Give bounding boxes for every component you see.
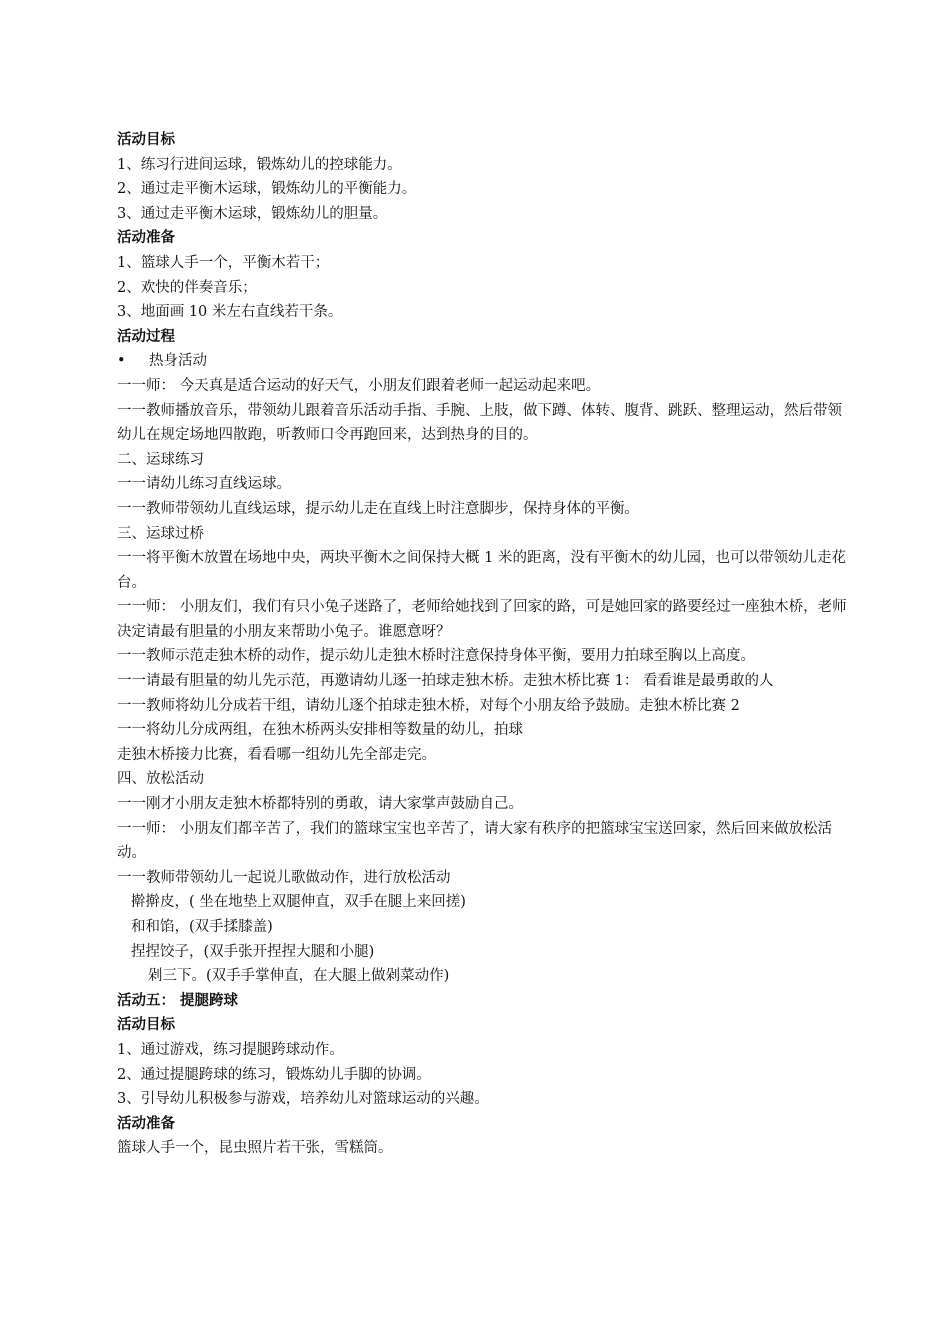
- section-heading: 活动准备: [117, 1115, 175, 1132]
- paragraph: 1、练习行进间运球，锻炼幼儿的控球能力。: [117, 156, 402, 173]
- paragraph: 走独木桥接力比赛，看看哪一组幼儿先全部走完。: [117, 746, 436, 763]
- paragraph: 一一师： 小朋友们，我们有只小兔子迷路了，老师给她找到了回家的路，可是她回家的路要经过一座独木桥，老师决定请最有胆量的小朋友来帮助小兔子。谁愿意呀？: [117, 599, 847, 640]
- song-line: 擀擀皮，( 坐在地垫上双腿伸直，双手在腿上来回搓): [131, 894, 466, 911]
- document-body: [117, 128, 847, 1161]
- section-heading: 活动过程: [117, 328, 175, 345]
- paragraph: 1、通过游戏，练习提腿跨球动作。: [117, 1041, 344, 1058]
- paragraph: 篮球人手一个，昆虫照片若干张，雪糕筒。: [117, 1140, 393, 1157]
- paragraph: 2、欢快的伴奏音乐；: [117, 279, 257, 296]
- paragraph: 一一师： 今天真是适合运动的好天气，小朋友们跟着老师一起运动起来吧。: [117, 377, 601, 394]
- paragraph: 3、通过走平衡木运球，锻炼幼儿的胆量。: [117, 205, 388, 222]
- paragraph: 一一将幼儿分成两组，在独木桥两头安排相等数量的幼儿，拍球: [117, 722, 523, 739]
- subsection-title: 三、运球过桥: [117, 525, 204, 542]
- paragraph: 一一刚才小朋友走独木桥都特别的勇敢，请大家掌声鼓励自己。: [117, 796, 523, 813]
- paragraph: 一一师： 小朋友们都辛苦了，我们的篮球宝宝也辛苦了，请大家有秩序的把篮球宝宝送回家，然后回来做放松活动。: [117, 820, 833, 862]
- paragraph: 1、篮球人手一个，平衡木若干；: [117, 254, 330, 271]
- paragraph: 一一教师播放音乐，带领幼儿跟着音乐活动手指、手腕、上肢，做下蹲、体转、腹背、跳跃、整理运动，然后带领幼儿在规定场地四散跑，听教师口令再跑回来，达到热身的目的。: [117, 402, 842, 444]
- section-heading: 活动准备: [117, 230, 175, 247]
- paragraph: 一一请幼儿练习直线运球。: [117, 476, 291, 493]
- song-line: 和和馅，(双手揉膝盖): [131, 919, 273, 935]
- paragraph: 3、引导幼儿积极参与游戏，培养幼儿对篮球运动的兴趣。: [117, 1091, 489, 1108]
- song-line: 剁三下。(双手手掌伸直，在大腿上做剁菜动作): [148, 968, 450, 985]
- subsection-title: 二、运球练习: [117, 451, 204, 468]
- paragraph: 一一教师示范走独木桥的动作，提示幼儿走独木桥时注意保持身体平衡，要用力拍球至胸以上高度。: [117, 648, 755, 665]
- paragraph: 一一教师带领幼儿一起说儿歌做动作，进行放松活动: [117, 869, 451, 886]
- activity-heading: 活动五： 提腿跨球: [117, 992, 239, 1009]
- song-line: 捏捏饺子，(双手张开捏捏大腿和小腿): [131, 943, 375, 960]
- paragraph: 2、通过提腿跨球的练习，锻炼幼儿手脚的协调。: [117, 1066, 431, 1083]
- subsection-title: 四、放松活动: [117, 771, 204, 788]
- paragraph: 一一教师带领幼儿直线运球，提示幼儿走在直线上时注意脚步，保持身体的平衡。: [117, 500, 639, 517]
- paragraph: 2、通过走平衡木运球，锻炼幼儿的平衡能力。: [117, 181, 417, 198]
- bullet-item: [117, 349, 847, 374]
- paragraph: 3、地面画 10 米左右直线若干条。: [117, 304, 343, 321]
- paragraph: 一一将平衡木放置在场地中央，两块平衡木之间保持大概 1 米的距离，没有平衡木的幼儿园，也可以带领幼儿走花台。: [117, 550, 846, 591]
- section-heading: 活动目标: [117, 132, 175, 148]
- bullet-icon: •: [117, 353, 126, 370]
- bullet-text: 热身活动: [149, 353, 207, 370]
- section-heading: 活动目标: [117, 1017, 175, 1034]
- paragraph: 一一请最有胆量的幼儿先示范，再邀请幼儿逐一拍球走独木桥。走独木桥比赛 1： 看看谁是最勇敢的人: [117, 673, 774, 690]
- paragraph: 一一教师将幼儿分成若干组，请幼儿逐个拍球走独木桥，对每个小朋友给予鼓励。走独木桥比赛 2: [117, 697, 740, 714]
